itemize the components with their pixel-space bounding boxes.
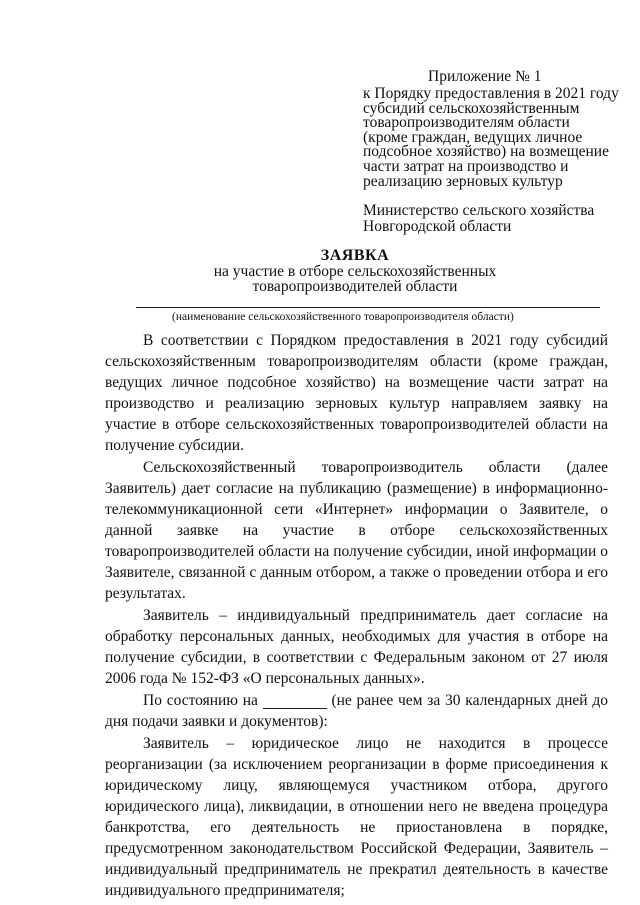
appendix-line: к Порядку предоставления в 2021 году xyxy=(363,85,619,102)
appendix-line: товаропроизводителям области xyxy=(363,114,570,132)
paragraph-applicant-status: Заявитель – юридическое лицо не находится в процессе реорганизации (за исключением реорганизации в форме присоединения к юридическому лицу, являющемуся участником отбора, другого юридического лица), ликвидации, в отношении него не введена процедура банкротства, его деятельность не приостановлена в порядке, предусмотренном законодательством Российской Федерации, Заявитель – индивидуальный предприниматель не прекратил деятельность в качестве индивидуального предпринимателя; xyxy=(105,735,608,899)
paragraph-status-date xyxy=(105,690,608,732)
document-subtitle xyxy=(0,264,640,294)
appendix-line: части затрат на производство и xyxy=(363,157,569,175)
paragraph-request: В соответствии с Порядком предоставления в 2021 году субсидий сельскохозяйственным товаропроизводителям области (кроме граждан, ведущих личное подсобное хозяйство) на возмещение части затрат на производство и реализацию зерновых культур направляем заявку на участие в отборе сельскохозяйственных товаропроизводителей области на получение субсидии. xyxy=(105,332,608,454)
paragraph-personal-data-consent: Заявитель – индивидуальный предприниматель дает согласие на обработку персональных данных, необходимых для участия в отборе на получение субсидии, в соответствии с Федеральным законом от 27 июля 2006 года № 152-ФЗ «О персональных данных». xyxy=(105,607,608,687)
subtitle-line: товаропроизводителей области xyxy=(252,278,458,295)
appendix-line: реализацию зерновых культур xyxy=(363,172,563,190)
appendix-line: подсобное хозяйство) на возмещение xyxy=(363,143,609,161)
status-date-label: По состоянию на xyxy=(143,692,258,709)
document-body xyxy=(105,330,608,901)
appendix-title: Приложение № 1 xyxy=(428,68,542,85)
status-date-note: (не ранее чем за 30 календарных дней до дня подачи заявки и документов): xyxy=(105,692,609,730)
status-date-field[interactable] xyxy=(263,694,327,709)
subtitle-line: на участие в отборе сельскохозяйственных xyxy=(213,263,497,280)
appendix-line: (кроме граждан, ведущих личное xyxy=(363,128,583,146)
paragraph-publication-consent: Сельскохозяйственный товаропроизводитель области (далее Заявитель) дает согласие на публикацию (размещение) в информационно-телекоммуникационной сети «Интернет» информации о Заявителе, о данной заявке на участие в отборе сельскохозяйственных товаропроизводителей области на получение субсидии, иной информации о Заявителе, связанной с данным отбором, а также о проведении отбора и его результатах. xyxy=(105,459,608,602)
appendix-reference xyxy=(363,85,619,190)
addressee-block xyxy=(363,203,594,234)
applicant-name-field[interactable] xyxy=(136,307,600,308)
applicant-name-caption: (наименование сельскохозяйственного товаропроизводителя области) xyxy=(172,311,514,323)
document-title: ЗАЯВКА xyxy=(320,247,390,264)
addressee-line: Министерство сельского хозяйства xyxy=(363,202,595,219)
addressee-line: Новгородской области xyxy=(363,217,512,235)
appendix-line: субсидий сельскохозяйственным xyxy=(363,99,580,117)
